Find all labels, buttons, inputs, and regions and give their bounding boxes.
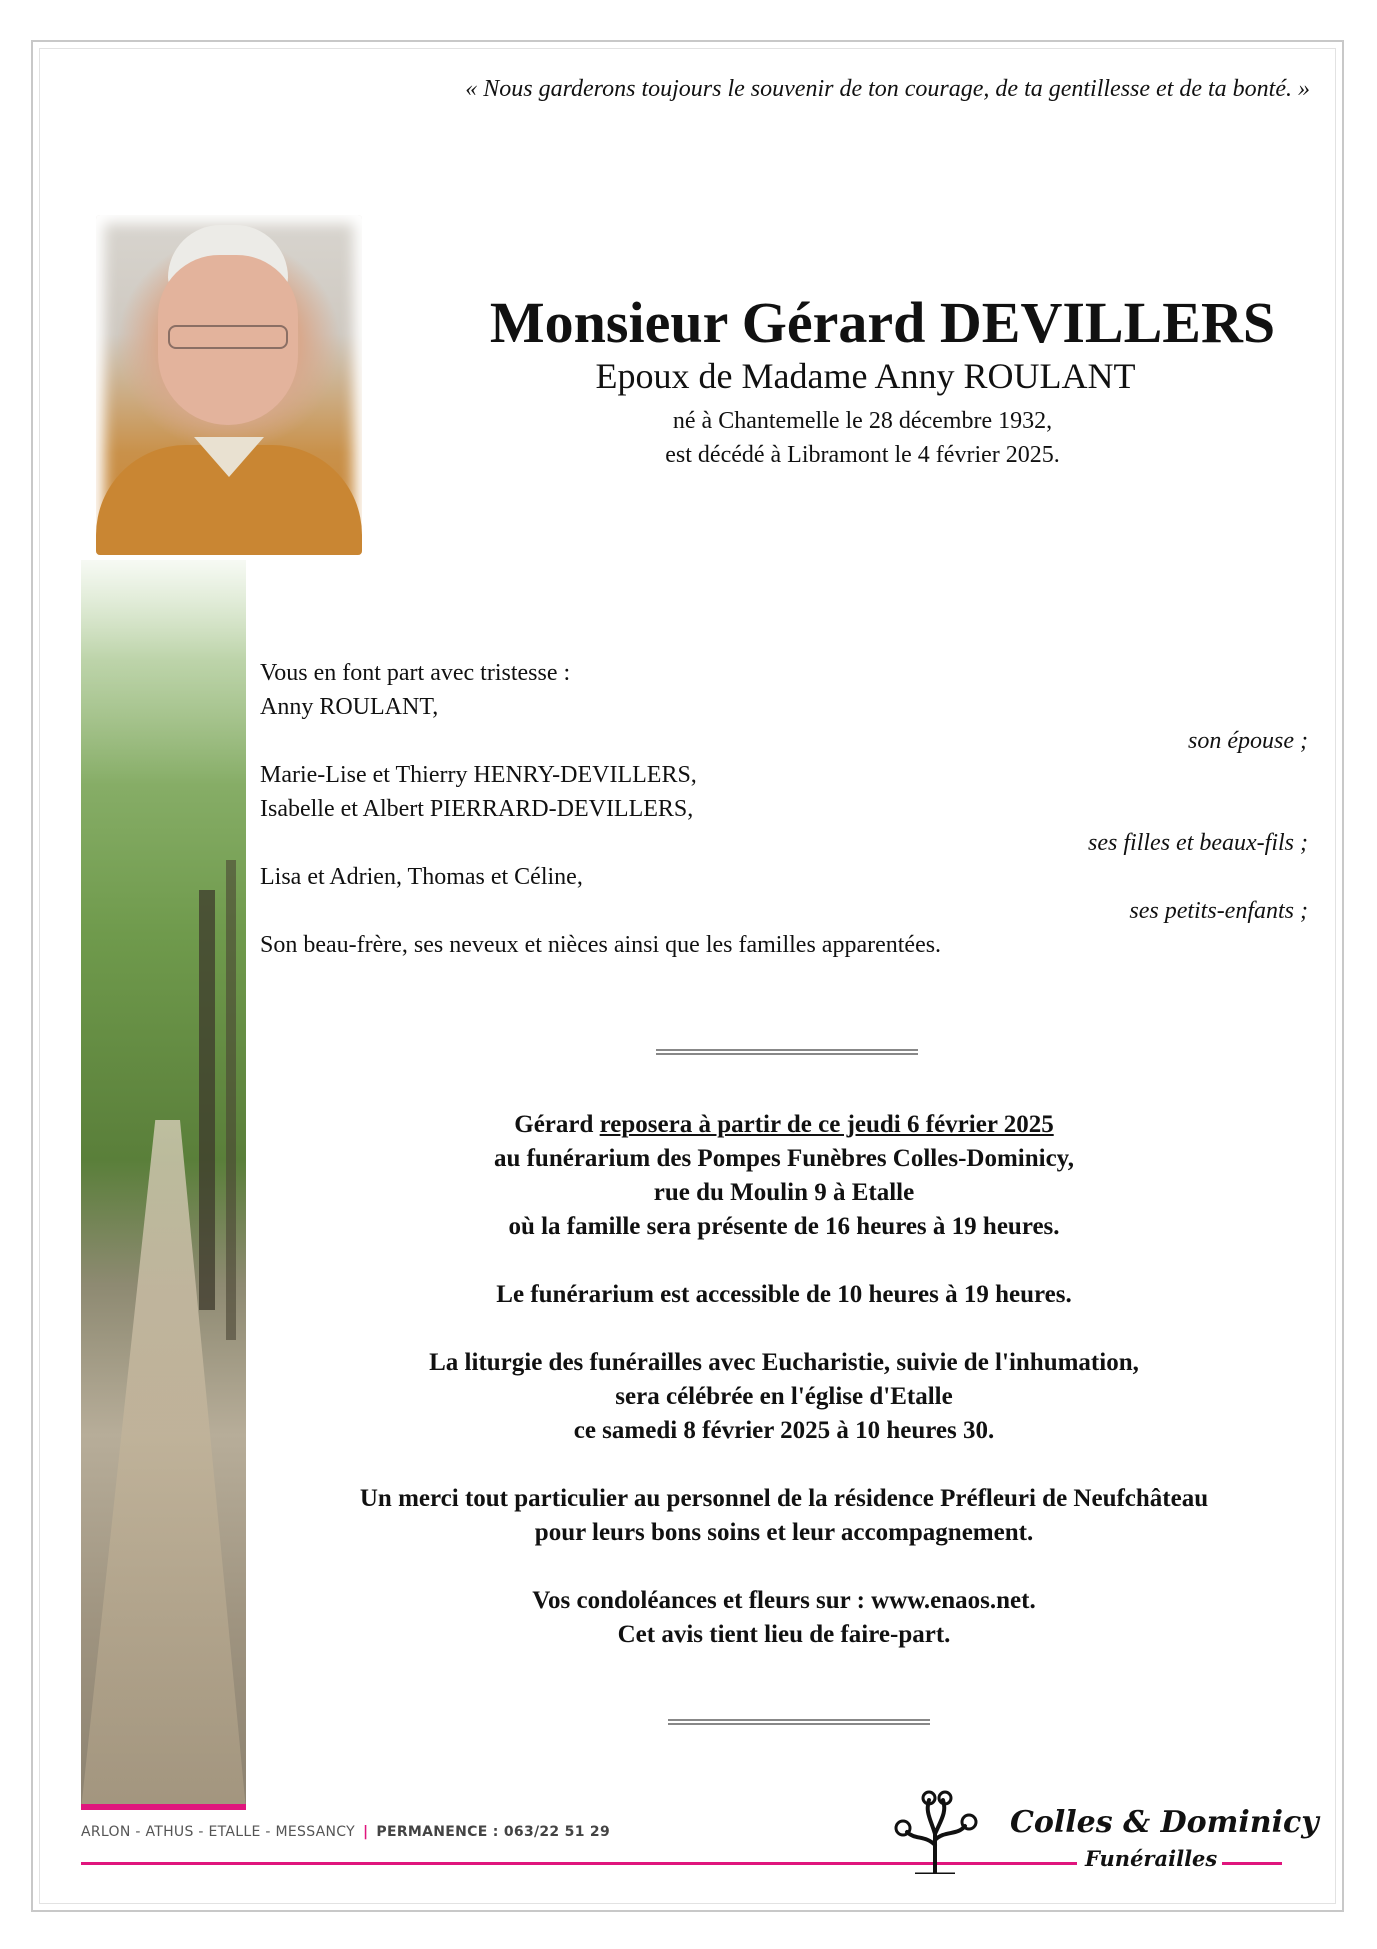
family-intro: Vous en font part avec tristesse :	[260, 660, 571, 686]
grandchildren-names: Lisa et Adrien, Thomas et Céline,	[260, 864, 583, 890]
forest-path-image	[81, 560, 246, 1810]
brand-name: Colles & Dominicy	[1010, 1805, 1319, 1840]
footer-separator: |	[362, 1824, 369, 1840]
brand-line-right	[1222, 1862, 1282, 1865]
divider-top	[656, 1049, 918, 1055]
liturgy-line-2: sera célébrée en l'église d'Etalle	[615, 1383, 953, 1410]
rest-name: Gérard	[514, 1111, 594, 1138]
death-line: est décédé à Libramont le 4 février 2025.	[665, 442, 1060, 468]
footer-contact	[81, 1824, 610, 1840]
rest-dates: reposera à partir de ce jeudi 6 février 2025	[599, 1111, 1054, 1138]
rest-hours: où la famille sera présente de 16 heures à 19 heures.	[508, 1213, 1060, 1240]
tree-logo-icon	[885, 1790, 985, 1874]
rest-place: au funérarium des Pompes Funèbres Colles-Dominicy,	[493, 1145, 1075, 1172]
brand-line-left	[1005, 1862, 1077, 1865]
other-relatives: Son beau-frère, ses neveux et nièces ainsi que les familles apparentées.	[260, 932, 942, 958]
deceased-name: Monsieur Gérard DEVILLERS	[489, 290, 1276, 355]
rest-line	[250, 1108, 1318, 1142]
liturgy-line-3: ce samedi 8 février 2025 à 10 heures 30.	[573, 1417, 995, 1444]
thanks-line-2: pour leurs bons soins et leur accompagnement.	[534, 1519, 1034, 1546]
footer-permanence: PERMANENCE : 063/22 51 29	[376, 1824, 610, 1840]
liturgy-line-1: La liturgie des funérailles avec Eucharistie, suivie de l'inhumation,	[429, 1349, 1139, 1376]
birth-line: né à Chantemelle le 28 décembre 1932,	[672, 408, 1053, 434]
wife-name: Anny ROULANT,	[260, 694, 439, 720]
family-list	[260, 656, 1308, 962]
condolences-line: Vos condoléances et fleurs sur : www.enaos.net.	[532, 1587, 1036, 1614]
portrait-photo	[96, 215, 362, 555]
epigraph-quote: « Nous garderons toujours le souvenir de ton courage, de ta gentillesse et de ta bonté. »	[465, 76, 1310, 102]
daughter-line: Marie-Lise et Thierry HENRY-DEVILLERS,	[260, 762, 697, 788]
brand-subtitle: Funérailles	[1085, 1846, 1218, 1871]
footer-locations: ARLON - ATHUS - ETALLE - MESSANCY	[81, 1824, 355, 1840]
rest-address: rue du Moulin 9 à Etalle	[653, 1179, 915, 1206]
grandchildren-role: ses petits-enfants ;	[1129, 898, 1308, 924]
funeral-info	[250, 1108, 1318, 1652]
notice-line: Cet avis tient lieu de faire-part.	[617, 1621, 951, 1648]
access-hours: Le funérarium est accessible de 10 heures à 19 heures.	[496, 1281, 1072, 1308]
daughters-role: ses filles et beaux-fils ;	[1088, 830, 1308, 856]
spouse-line: Epoux de Madame Anny ROULANT	[595, 356, 1136, 396]
divider-bottom	[668, 1719, 930, 1725]
daughter-line: Isabelle et Albert PIERRARD-DEVILLERS,	[260, 796, 694, 822]
thanks-line-1: Un merci tout particulier au personnel de la résidence Préfleuri de Neufchâteau	[359, 1485, 1209, 1512]
wife-role: son épouse ;	[1188, 728, 1308, 754]
